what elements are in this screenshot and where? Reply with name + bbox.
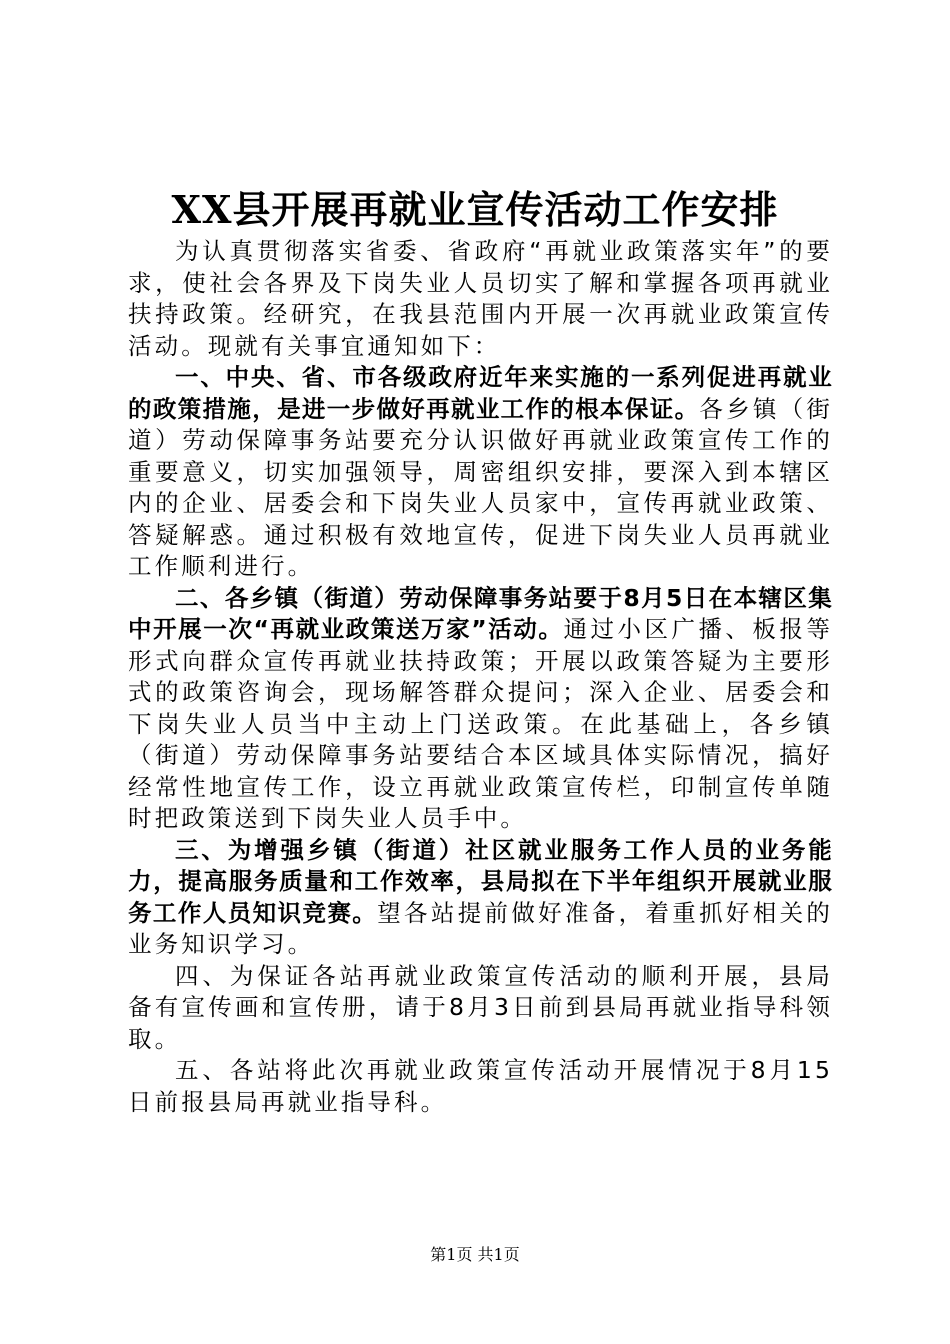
paragraph-3: [128, 835, 833, 961]
page-footer: 第1页 共1页: [430, 1245, 520, 1264]
document-title: XX县开展再就业宣传活动工作安排: [171, 187, 779, 232]
paragraph-lead: 一、中央、省、市各级政府近年来实施的一系列促进再就业的政策措施，是进一步做好再就业工作的根本保证。: [128, 363, 833, 423]
paragraph-lead: 三、为增强乡镇（街道）社区就业服务工作人员的业务能力，提高服务质量和工作效率，县局拟在下半年组织开展就业服务工作人员知识竞赛。: [128, 835, 833, 927]
document-body: [128, 236, 833, 1118]
paragraph-text: 通过小区广播、板报等形式向群众宣传再就业扶持政策；开展以政策答疑为主要形式的政策咨询会，现场解答群众提问；深入企业、居委会和下岗失业人员当中主动上门送政策。在此基础上，各乡镇（街道）劳动保障事务站要结合本区域具体实际情况，搞好经常性地宣传工作，设立再就业政策宣传栏，印制宣传单随时把政策送到下岗失业人员手中。: [128, 615, 833, 832]
paragraph-text: 为认真贯彻落实省委、省政府“再就业政策落实年”的要求，使社会各界及下岗失业人员切实了解和掌握各项再就业扶持政策。经研究，在我县范围内开展一次再就业政策宣传活动。现就有关事宜通知如下：: [128, 237, 833, 360]
paragraph-2: [128, 583, 833, 835]
paragraph-text: 望各站提前做好准备，着重抓好相关的业务知识学习。: [128, 898, 834, 958]
paragraph-lead: 二、各乡镇（街道）劳动保障事务站要于8月5日在本辖区集中开展一次“再就业政策送万家”活动。: [128, 583, 833, 643]
paragraph-intro: [128, 236, 833, 362]
paragraph-5: [128, 1055, 833, 1118]
paragraph-text: 各乡镇（街道）劳动保障事务站要充分认识做好再就业政策宣传工作的重要意义，切实加强领导，周密组织安排，要深入到本辖区内的企业、居委会和下岗失业人员家中，宣传再就业政策、答疑解惑。通过积极有效地宣传，促进下岗失业人员再就业工作顺利进行。: [128, 394, 833, 580]
paragraph-4: [128, 961, 833, 1056]
paragraph-text: 五、各站将此次再就业政策宣传活动开展情况于8月15日前报县局再就业指导科。: [128, 1056, 833, 1116]
paragraph-1: [128, 362, 833, 583]
paragraph-text: 四、为保证各站再就业政策宣传活动的顺利开展，县局备有宣传画和宣传册，请于8月3日前到县局再就业指导科领取。: [128, 961, 833, 1053]
